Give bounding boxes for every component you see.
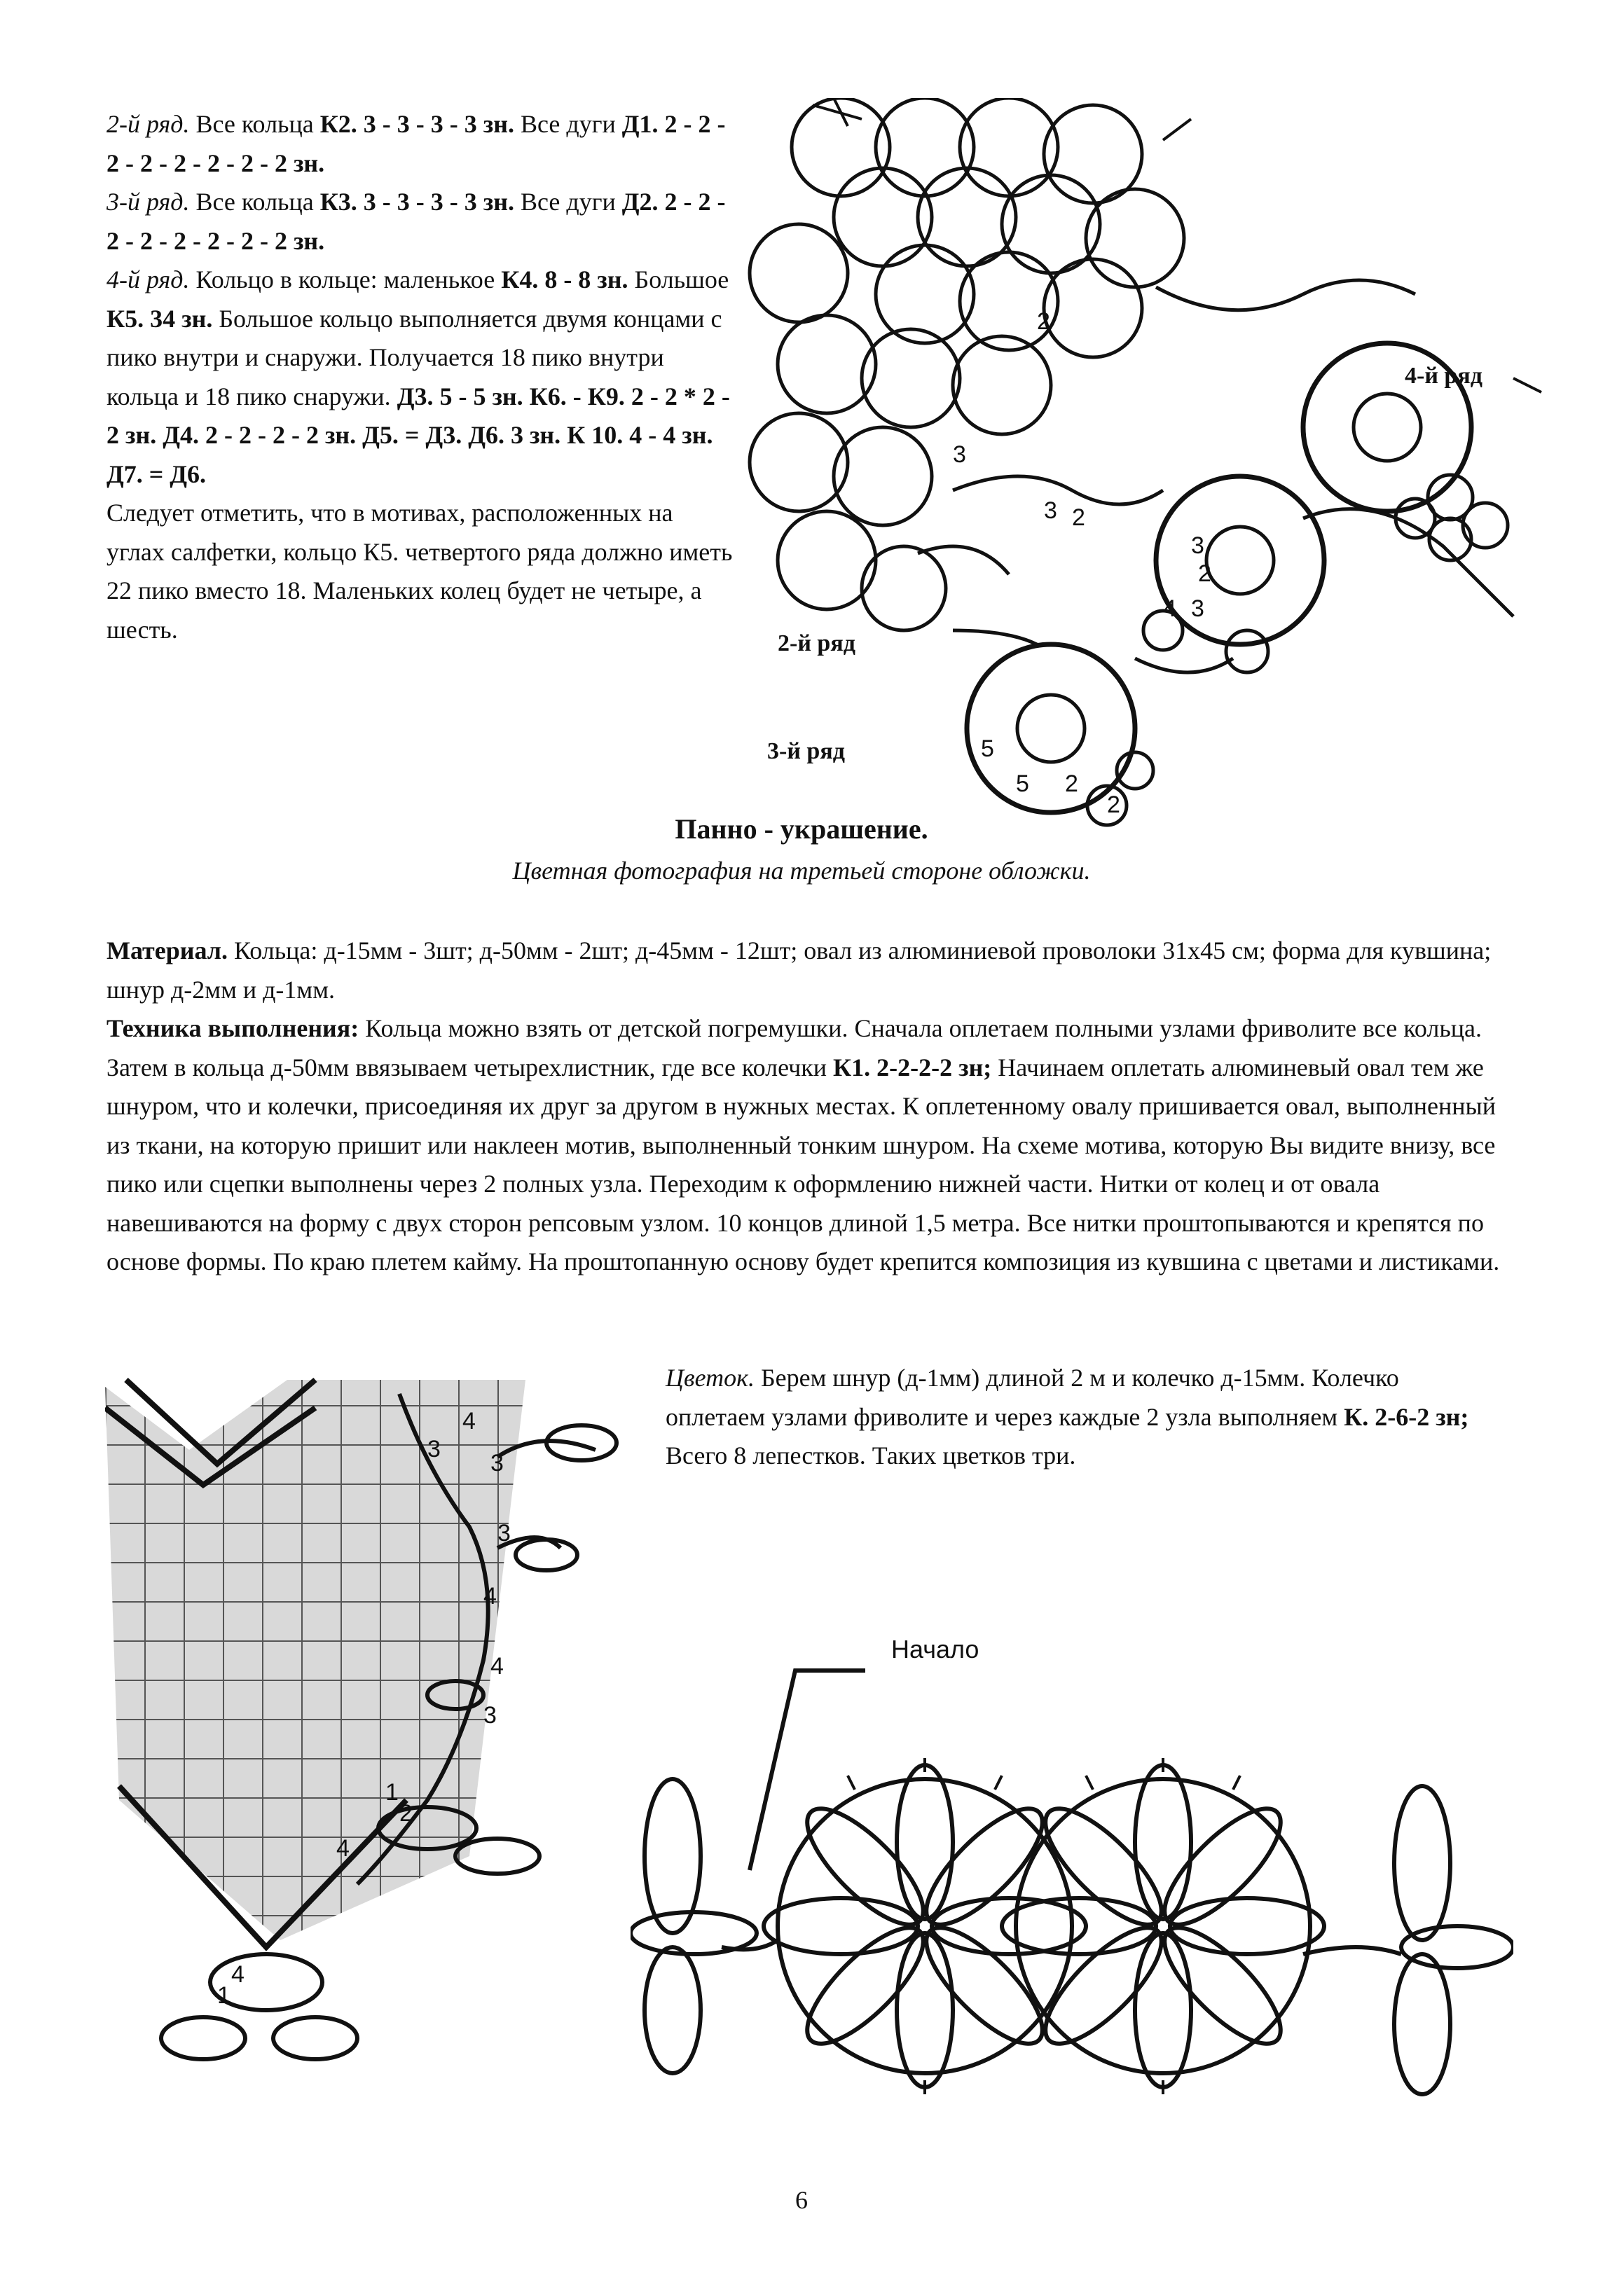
svg-text:5: 5 [981, 735, 994, 762]
svg-text:2: 2 [1107, 791, 1120, 818]
svg-text:4: 4 [490, 1653, 504, 1680]
page-number: 6 [795, 2186, 808, 2214]
row-instructions [106, 105, 737, 649]
motif-diagram [631, 1660, 1513, 2108]
jug-flower-diagram [105, 1366, 645, 2080]
svg-text:3: 3 [1191, 595, 1204, 622]
svg-text:3: 3 [1191, 532, 1204, 559]
svg-text:4: 4 [462, 1408, 476, 1434]
svg-text:1: 1 [385, 1779, 399, 1806]
svg-text:3: 3 [953, 441, 966, 468]
svg-text:4: 4 [1163, 595, 1176, 622]
svg-text:3: 3 [490, 1450, 504, 1477]
svg-text:3: 3 [427, 1436, 441, 1462]
svg-text:2: 2 [1037, 308, 1050, 335]
svg-text:5: 5 [1016, 770, 1029, 797]
material-paragraph: Материал. Кольца: д-15мм - 3шт; д-50мм - 2шт; д-45мм - 12шт; овал из алюминиевой проволоки 31x45 см; форма для кувшина; шнур д-2мм и д-1мм. [106, 936, 1492, 1004]
tatting-diagram-rows [743, 98, 1548, 841]
svg-text:4: 4 [483, 1583, 497, 1610]
section-subheading: Цветная фотография на третьей стороне обложки. [512, 857, 1091, 885]
svg-text:4: 4 [231, 1961, 245, 1988]
svg-text:3: 3 [1044, 497, 1057, 524]
technique-paragraph: Техника выполнения: Кольца можно взять от детской погремушки. Сначала оплетаем полными узлами фриволите все кольца. Затем в кольца д-50мм ввязываем четырехлистник, где все колечки К1. 2-2-2-2 зн; Начинаем оплетать алюминевый овал тем же шнуром, что и колечки, присоединяя их друг за другом в нужных местах. К оплетенному овалу пришивается овал, выполненный из ткани, на которую пришит или наклеен мотив, выполненный тонким шнуром. На схеме мотива, которую Вы видите внизу, все пико или сцепки выполнены через 2 полных узла. Переходим к оформлению нижней части. Нитки от колец и от овала навешиваются на форму с двух сторон репсовым узлом. 10 концов длиной 1,5 метра. Все нитки проштопываются и крепятся по основе формы. По краю плетем кайму. На проштопанную основу будет крепится композиция из кувшина с цветами и листиками. [106, 1014, 1500, 1275]
label-row-2: 2-й ряд [778, 630, 855, 656]
svg-text:2: 2 [1065, 770, 1078, 797]
corner-note: Следует отметить, что в мотивах, расположенных на углах салфетки, кольцо К5. четвертого ряда должно иметь 22 пико вместо 18. Маленьких колец будет не четыре, а шесть. [106, 499, 733, 644]
flower-instruction: Цветок. Берем шнур (д-1мм) длиной 2 м и колечко д-15мм. Колечко оплетаем узлами фриволите и через каждые 2 узла выполняем К. 2-6-2 зн; Всего 8 лепестков. Таких цветков три. [666, 1364, 1469, 1469]
section-heading: Панно - украшение. [675, 813, 928, 845]
row-4-instruction: 4-й ряд. Кольцо в кольце: маленькое К4. 8 - 8 зн. Большое К5. 34 зн. Большое кольцо выполняется двумя концами с пико внутри и снаружи. Получается 18 пико внутри кольца и 18 пико снаружи. Д3. 5 - 5 зн. К6. - К9. 2 - 2 * 2 - 2 зн. Д4. 2 - 2 - 2 - 2 зн. Д5. = Д3. Д6. 3 зн. К 10. 4 - 4 зн. Д7. = Д6. [106, 265, 730, 488]
row-3-instruction: 3-й ряд. Все кольца К3. 3 - 3 - 3 - 3 зн. Все дуги Д2. 2 - 2 - 2 - 2 - 2 - 2 - 2 - 2 зн. [106, 188, 726, 255]
start-label: Начало [891, 1635, 979, 1664]
svg-text:2: 2 [1072, 504, 1085, 531]
svg-text:4: 4 [336, 1835, 350, 1862]
svg-text:1: 1 [217, 1982, 231, 2009]
label-row-4: 4-й ряд [1405, 363, 1482, 389]
material-section [106, 932, 1515, 1282]
row-2-instruction: 2-й ряд. Все кольца К2. 3 - 3 - 3 - 3 зн. Все дуги Д1. 2 - 2 - 2 - 2 - 2 - 2 - 2 - 2 зн. [106, 110, 726, 177]
svg-text:2: 2 [1198, 560, 1211, 587]
svg-text:2: 2 [399, 1800, 413, 1827]
label-row-3: 3-й ряд [767, 738, 845, 764]
svg-text:3: 3 [483, 1702, 497, 1729]
svg-text:3: 3 [497, 1520, 511, 1547]
